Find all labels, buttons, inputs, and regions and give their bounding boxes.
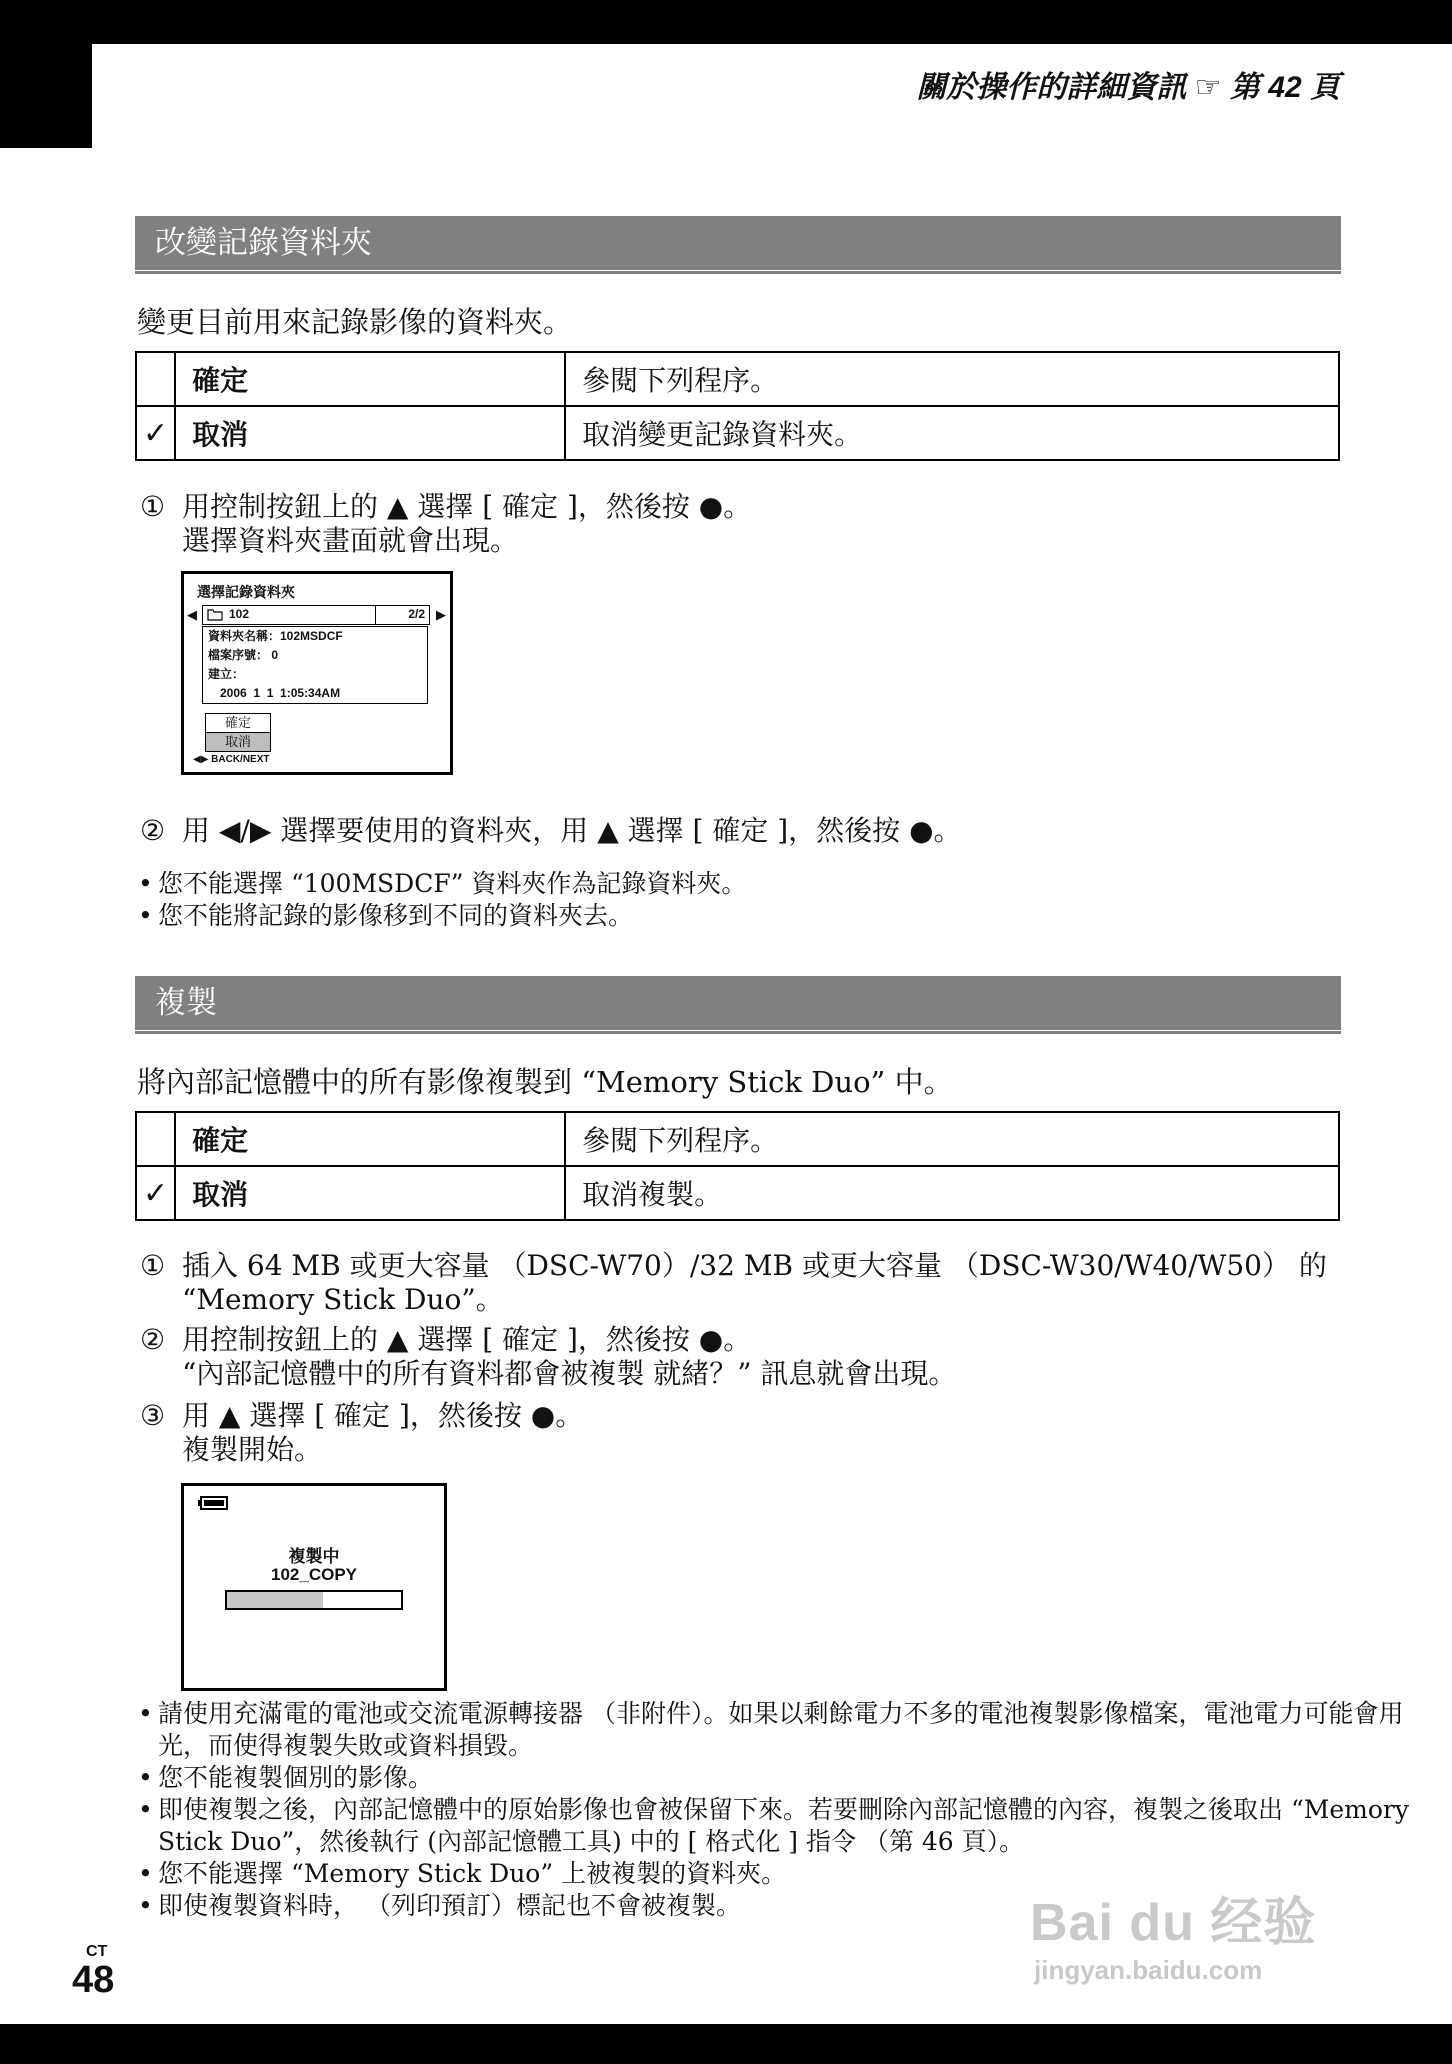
step-subtext: “Memory Stick Duo”。 (182, 1283, 504, 1316)
divider (375, 606, 376, 624)
file-count-line: 檔案序號： 0 (208, 648, 279, 662)
step-number: ② (140, 814, 166, 847)
option-key: 確定 (175, 1112, 565, 1166)
step (140, 1249, 1327, 1317)
step-text: 用控制按鈕上的 ▲ 選擇 [ 確定 ]，然後按 ●。 (182, 490, 752, 523)
section-intro: 變更目前用來記錄影像的資料夾。 (137, 305, 573, 339)
option-desc: 參閱下列程序。 (565, 352, 1339, 406)
folder-select-screen (181, 571, 453, 775)
step (140, 490, 751, 558)
folder-name-line: 資料夾名稱：102MSDCF (208, 629, 343, 643)
list-item: • 請使用充滿電的電池或交流電源轉接器 （非附件）。如果以剩餘電力不多的電池複製影像檔案，電池電力可能會用光，而使得複製失敗或資料損毀。 (138, 1698, 1452, 1762)
battery-icon (198, 1496, 228, 1515)
list-item: • 您不能複製個別的影像。 (138, 1762, 1452, 1794)
page-number (72, 1943, 115, 2001)
notes-list (138, 868, 746, 932)
created-date: 2006 1 1 1:05:34AM (220, 686, 341, 700)
watermark-brand: Bai du 经验 (1030, 1894, 1317, 1952)
list-item: • 即使複製之後，內部記憶體中的原始影像也會被保留下來。若要刪除內部記憶體的內容，複製之後取出 “Memory Stick Duo”，然後執行 (內部記憶體工具) 中的 [ 格式化 ] 指令 （第 46 頁）。 (138, 1794, 1452, 1858)
options-table (135, 1111, 1340, 1221)
step-number: ① (140, 490, 166, 523)
step-subtext: 複製開始。 (182, 1433, 323, 1466)
copy-screen (181, 1483, 447, 1691)
list-item: • 即使複製資料時， （列印預訂）標記也不會被複製。 (138, 1890, 1452, 1922)
step-subtext: 選擇資料夾畫面就會出現。 (182, 524, 519, 557)
cancel-button[interactable]: 取消 (205, 732, 271, 752)
table-row (136, 1166, 1339, 1220)
nav-hint: ◀▶ BACK/NEXT (193, 754, 270, 765)
section-intro: 將內部記憶體中的所有影像複製到 “Memory Stick Duo” 中。 (137, 1065, 953, 1099)
default-check-icon: ✓ (136, 1166, 175, 1220)
option-key: 取消 (175, 406, 565, 460)
top-bar (0, 0, 1452, 44)
option-desc: 參閱下列程序。 (565, 1112, 1339, 1166)
copy-file-name: 102_COPY (271, 1565, 357, 1584)
default-check-icon: ✓ (136, 406, 175, 460)
list-item: • 您不能選擇 “100MSDCF” 資料夾作為記錄資料夾。 (138, 868, 746, 900)
table-row (136, 1112, 1339, 1166)
default-check-icon (136, 1112, 175, 1166)
bottom-bar (0, 2024, 1452, 2064)
step-text: 用 ▲ 選擇 [ 確定 ]，然後按 ●。 (182, 1399, 584, 1432)
created-label: 建立： (208, 667, 245, 681)
chapter-tab (0, 0, 92, 148)
section-title-copy: 複製 (135, 976, 1341, 1030)
section-title-change-folder: 改變記錄資料夾 (135, 216, 1341, 270)
option-desc: 取消複製。 (565, 1166, 1339, 1220)
step-number: ① (140, 1249, 166, 1282)
screen-title: 選擇記錄資料夾 (197, 584, 295, 600)
step (140, 814, 962, 848)
header-reference: 關於操作的詳細資訊 ☞ 第 42 頁 (916, 71, 1340, 104)
step-subtext: “內部記憶體中的所有資料都會被複製 就緒？” 訊息就會出現。 (182, 1357, 957, 1390)
table-row (136, 352, 1339, 406)
step (140, 1399, 583, 1467)
folder-info (202, 626, 428, 704)
option-key: 確定 (175, 352, 565, 406)
table-row (136, 406, 1339, 460)
options-table (135, 351, 1340, 461)
watermark-url: jingyan.baidu.com (1034, 1955, 1263, 1985)
default-check-icon (136, 352, 175, 406)
folder-number: 102 (229, 607, 250, 621)
step-text: 插入 64 MB 或更大容量 （DSC-W70）/32 MB 或更大容量 （DSC-W30/W40/W50） 的 (182, 1249, 1327, 1282)
page-number-value: 48 (72, 1959, 115, 2001)
folder-bar (202, 605, 430, 625)
progress-bar (225, 1590, 403, 1610)
left-arrow-icon: ◀ (187, 607, 197, 622)
step-text: 用控制按鈕上的 ▲ 選擇 [ 確定 ]，然後按 ●。 (182, 1323, 752, 1356)
option-key: 取消 (175, 1166, 565, 1220)
option-desc: 取消變更記錄資料夾。 (565, 406, 1339, 460)
list-item: • 您不能將記錄的影像移到不同的資料夾去。 (138, 900, 746, 932)
progress-fill (227, 1592, 323, 1608)
language-code: CT (86, 1943, 108, 1960)
folder-icon (207, 607, 223, 624)
step-number: ② (140, 1323, 166, 1356)
step (140, 1323, 956, 1391)
step-text: 用 ◀/▶ 選擇要使用的資料夾，用 ▲ 選擇 [ 確定 ]，然後按 ●。 (182, 814, 962, 847)
folder-page: 2/2 (408, 607, 425, 621)
copy-status (184, 1548, 444, 1584)
step-number: ③ (140, 1399, 166, 1432)
right-arrow-icon: ▶ (436, 607, 446, 622)
copy-status-text: 複製中 (288, 1547, 340, 1566)
watermark (1030, 1880, 1316, 1986)
list-item: • 您不能選擇 “Memory Stick Duo” 上被複製的資料夾。 (138, 1858, 1452, 1890)
ok-button[interactable]: 確定 (205, 713, 271, 733)
